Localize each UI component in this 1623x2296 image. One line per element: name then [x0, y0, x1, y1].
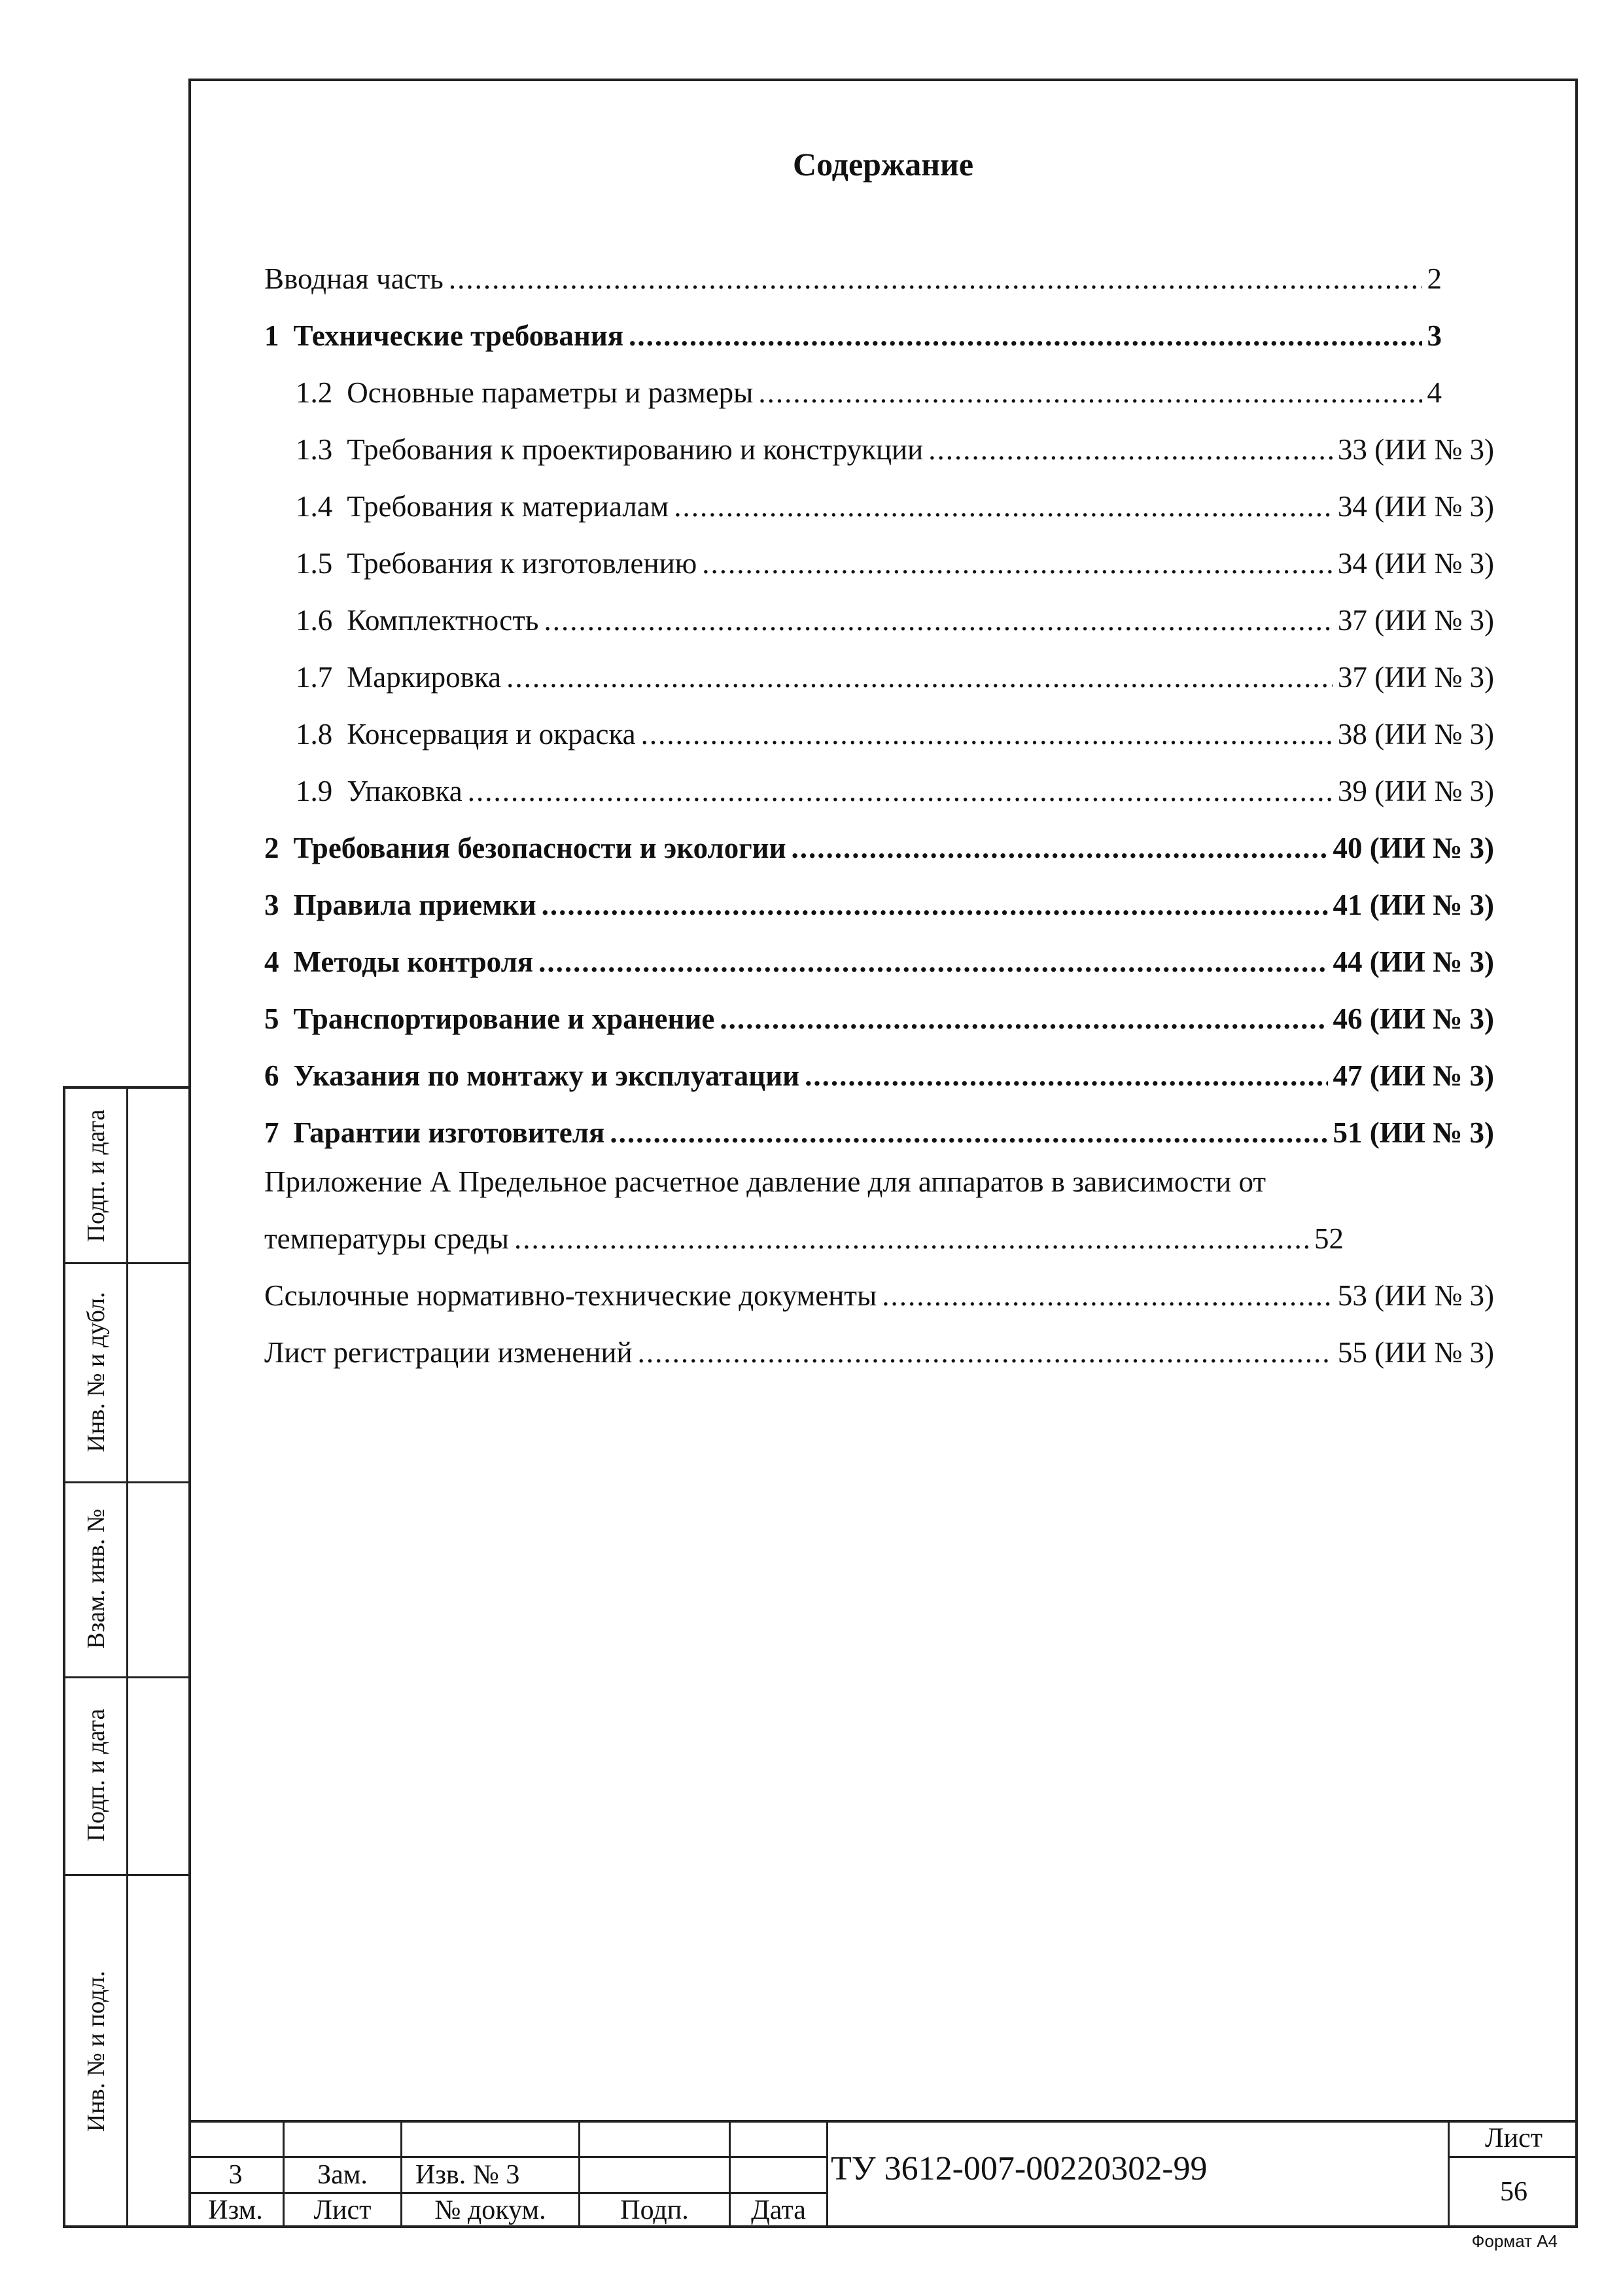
toc-item[interactable]	[296, 660, 1494, 699]
document-code: ТУ 3612-007-00220302-99	[831, 2150, 1208, 2187]
toc-item[interactable]	[296, 774, 1494, 813]
side-stamp	[63, 1086, 188, 2228]
toc-number: 1.7	[296, 661, 333, 694]
side-label: Подп. и дата	[82, 1708, 110, 1842]
toc-label: Приложение А Предельное расчетное давление для аппаратов в зависимости от	[264, 1165, 1266, 1198]
toc-page: 38 (ИИ № 3)	[1337, 718, 1494, 751]
toc-page: 51 (ИИ № 3)	[1333, 1116, 1494, 1149]
toc-number: 1.3	[296, 433, 333, 466]
toc-item[interactable]	[264, 1002, 1494, 1041]
toc-label: Технические требования	[293, 319, 624, 352]
toc-page: 52	[1314, 1222, 1344, 1255]
toc-page: 4	[1427, 376, 1442, 409]
side-cell-sign-date-2	[65, 1676, 188, 1874]
toc-label: Вводная часть	[264, 262, 444, 295]
toc-item-change-log[interactable]	[264, 1335, 1494, 1375]
toc-label: Комплектность	[347, 604, 539, 637]
side-cell-sign-date-1	[65, 1089, 188, 1262]
toc-label: Требования безопасности и экологии	[293, 832, 786, 864]
toc-number: 2	[264, 832, 279, 864]
toc-item-references[interactable]	[264, 1279, 1494, 1318]
format-note: Формат А4	[1471, 2231, 1558, 2251]
header-sign: Подп.	[620, 2195, 689, 2225]
toc-item[interactable]	[296, 603, 1494, 643]
side-label: Инв. № и подл.	[82, 1970, 110, 2132]
toc-appendix-line2[interactable]	[264, 1222, 1344, 1261]
header-doc: № докум.	[434, 2195, 546, 2225]
side-label: Подп. и дата	[82, 1108, 110, 1243]
toc-label: Гарантии изготовителя	[293, 1116, 605, 1149]
toc-label: Лист регистрации изменений	[264, 1336, 633, 1369]
sheet-label: Лист	[1485, 2123, 1543, 2153]
toc-item[interactable]	[264, 945, 1494, 984]
toc-page: 37 (ИИ № 3)	[1337, 604, 1494, 637]
toc-number: 1	[264, 319, 279, 352]
toc-item[interactable]	[264, 1059, 1494, 1098]
toc-label: Консервация и окраска	[347, 718, 636, 751]
toc-label: Упаковка	[347, 775, 462, 807]
toc-page: 2	[1427, 262, 1442, 295]
toc-number: 6	[264, 1059, 279, 1092]
side-label: Взам. инв. №	[82, 1508, 110, 1650]
toc-page: 44 (ИИ № 3)	[1333, 945, 1494, 978]
toc-number: 1.9	[296, 775, 333, 807]
side-cell-inv-dubl	[65, 1262, 188, 1481]
toc-page: 33 (ИИ № 3)	[1337, 433, 1494, 466]
toc-item[interactable]	[264, 1116, 1494, 1155]
toc-number: 1.5	[296, 547, 333, 580]
sheet-number: 56	[1500, 2177, 1527, 2207]
toc-item[interactable]	[296, 376, 1442, 415]
change-number: 3	[228, 2160, 243, 2190]
toc-number: 1.8	[296, 718, 333, 751]
toc-number: 3	[264, 889, 279, 921]
toc-item[interactable]	[264, 831, 1494, 870]
toc-page: 37 (ИИ № 3)	[1337, 661, 1494, 694]
change-doc: Изв. № 3	[415, 2160, 520, 2190]
toc-item[interactable]	[296, 546, 1494, 586]
header-date: Дата	[751, 2195, 806, 2225]
toc-page: 34 (ИИ № 3)	[1337, 547, 1494, 580]
toc-item[interactable]	[264, 262, 1442, 301]
header-izm: Изм.	[208, 2195, 263, 2225]
toc-item[interactable]	[264, 888, 1494, 927]
toc-label: Правила приемки	[293, 889, 536, 921]
toc-number: 4	[264, 945, 279, 978]
toc-appendix-line1	[264, 1165, 1507, 1204]
toc-label: Маркировка	[347, 661, 502, 694]
toc-item[interactable]	[296, 717, 1494, 756]
toc-page: 53 (ИИ № 3)	[1337, 1279, 1494, 1312]
toc-page: 41 (ИИ № 3)	[1333, 889, 1494, 921]
toc-label: Ссылочные нормативно-технические документы	[264, 1279, 877, 1312]
toc-number: 1.6	[296, 604, 333, 637]
toc-page: 47 (ИИ № 3)	[1333, 1059, 1494, 1092]
toc-label: Методы контроля	[293, 945, 534, 978]
toc-page: 39 (ИИ № 3)	[1337, 775, 1494, 807]
toc-item[interactable]	[296, 433, 1494, 472]
side-cell-vzam-inv	[65, 1481, 188, 1676]
toc-page: 55 (ИИ № 3)	[1337, 1336, 1494, 1369]
toc-number: 7	[264, 1116, 279, 1149]
header-list: Лист	[313, 2195, 372, 2225]
toc-label: Основные параметры и размеры	[347, 376, 754, 409]
side-cell-inv-podl	[65, 1874, 188, 2228]
toc-label: Требования к проектированию и конструкции	[347, 433, 924, 466]
toc-item[interactable]	[264, 319, 1442, 358]
toc-label: Требования к материалам	[347, 490, 669, 523]
toc-page: 46 (ИИ № 3)	[1333, 1002, 1494, 1035]
toc-label: температуры среды	[264, 1222, 510, 1255]
toc-label: Требования к изготовлению	[347, 547, 697, 580]
toc-label: Транспортирование и хранение	[293, 1002, 715, 1035]
toc-number: 5	[264, 1002, 279, 1035]
toc-number: 1.4	[296, 490, 333, 523]
page-title: Содержание	[792, 146, 974, 183]
toc-page: 3	[1427, 319, 1442, 352]
toc-number: 1.2	[296, 376, 333, 409]
toc-item[interactable]	[296, 489, 1494, 529]
toc-page: 40 (ИИ № 3)	[1333, 832, 1494, 864]
change-sheet: Зам.	[317, 2160, 368, 2190]
toc-page: 34 (ИИ № 3)	[1337, 490, 1494, 523]
toc-label: Указания по монтажу и эксплуатации	[293, 1059, 800, 1092]
side-label: Инв. № и дубл.	[82, 1292, 110, 1452]
